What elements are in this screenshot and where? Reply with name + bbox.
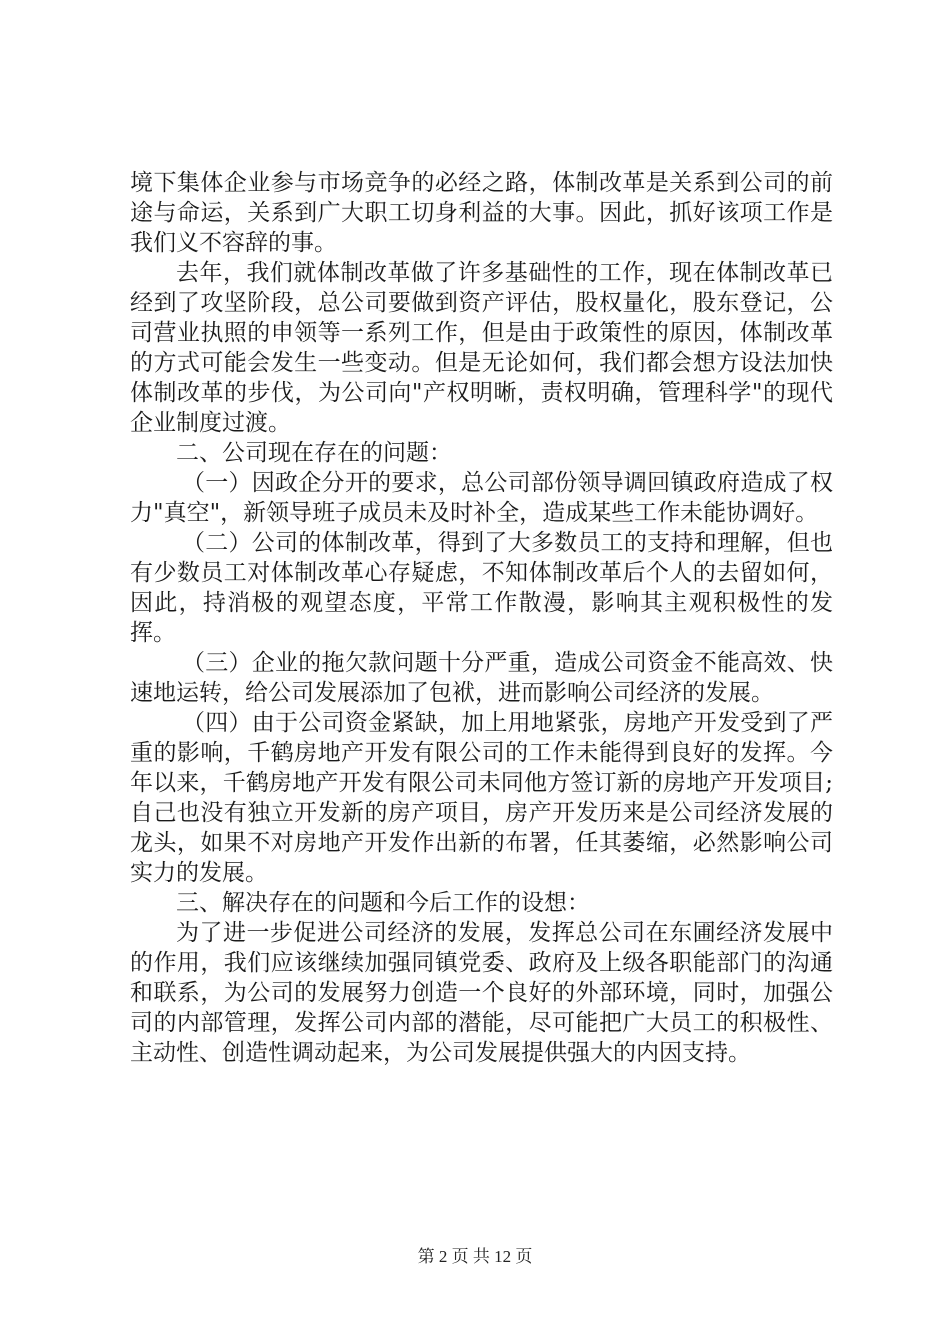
- paragraph-continuation: 境下集体企业参与市场竞争的必经之路，体制改革是关系到公司的前途与命运，关系到广大职工切身利益的大事。因此，抓好该项工作是我们义不容辞的事。: [130, 170, 833, 256]
- problem-item-1: （一）因政企分开的要求，总公司部份领导调回镇政府造成了权力"真空"，新领导班子成员未及时补全，造成某些工作未能协调好。: [130, 470, 833, 526]
- problem-item-4: （四）由于公司资金紧缺，加上用地紧张，房地产开发受到了严重的影响，千鹤房地产开发有限公司的工作未能得到良好的发挥。今年以来，千鹤房地产开发有限公司未同他方签订新的房地产开发项目;自己也没有独立开发新的房产项目，房产开发历来是公司经济发展的龙头，如果不对房地产开发作出新的布署，任其萎缩，必然影响公司实力的发展。: [130, 710, 833, 886]
- paragraph-reform-progress: 去年，我们就体制改革做了许多基础性的工作，现在体制改革已经到了攻坚阶段，总公司要做到资产评估，股权量化，股东登记，公司营业执照的申领等一系列工作，但是由于政策性的原因，体制改革的方式可能会发生一些变动。但是无论如何，我们都会想方设法加快体制改革的步伐，为公司向"产权明晰，责权明确，管理科学"的现代企业制度过渡。: [130, 260, 833, 436]
- document-body: [130, 168, 833, 1068]
- section-heading-solutions: 三、解决存在的问题和今后工作的设想：: [176, 890, 590, 916]
- problem-item-2: （二）公司的体制改革，得到了大多数员工的支持和理解，但也有少数员工对体制改革心存疑虑，不知体制改革后个人的去留如何，因此，持消极的观望态度，平常工作散漫，影响其主观积极性的发挥。: [130, 530, 833, 646]
- paragraph-solutions: 为了进一步促进公司经济的发展，发挥总公司在东圃经济发展中的作用，我们应该继续加强同镇党委、政府及上级各职能部门的沟通和联系，为公司的发展努力创造一个良好的外部环境，同时，加强公司的内部管理，发挥公司内部的潜能，尽可能把广大员工的积极性、主动性、创造性调动起来，为公司发展提供强大的内因支持。: [130, 920, 833, 1066]
- problem-item-3: （三）企业的拖欠款问题十分严重，造成公司资金不能高效、快速地运转，给公司发展添加了包袱，进而影响公司经济的发展。: [130, 650, 833, 706]
- section-heading-problems: 二、公司现在存在的问题：: [176, 440, 452, 466]
- page-footer: 第 2 页 共 12 页: [417, 1247, 533, 1266]
